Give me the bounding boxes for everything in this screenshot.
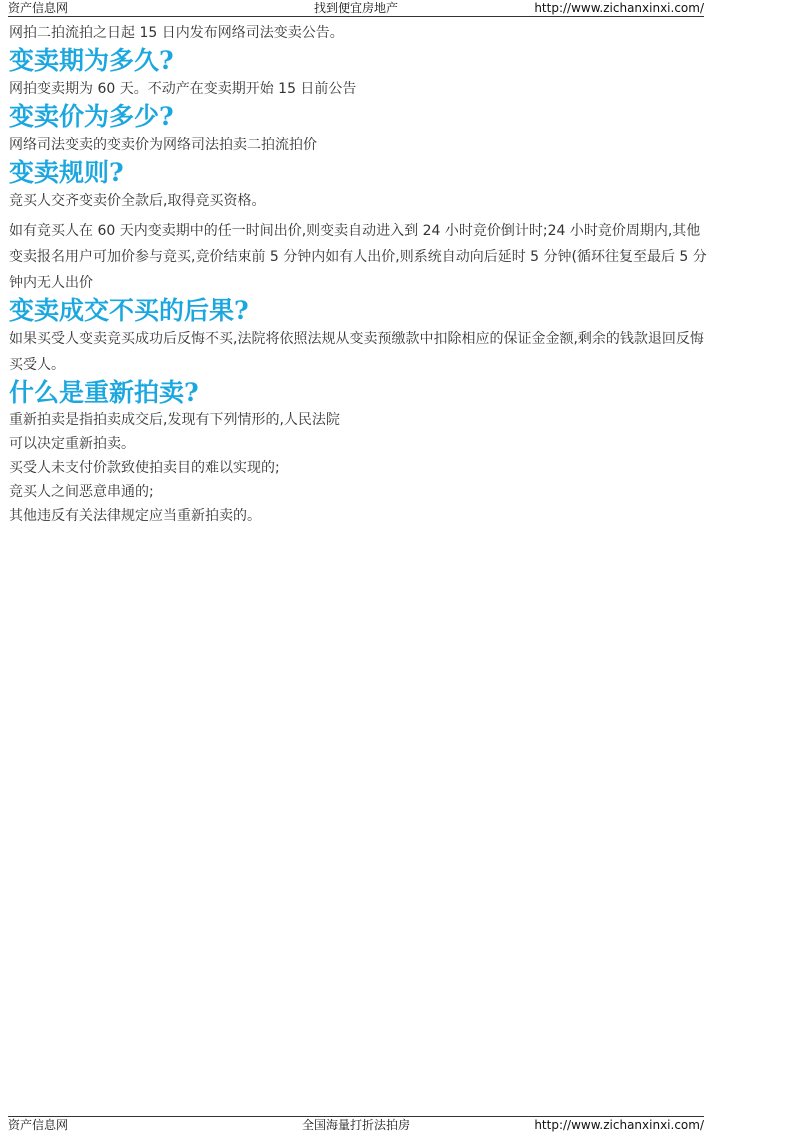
footer-url[interactable]: http://www.zichanxinxi.com/ [534,1118,704,1132]
heading-sale-period: 变卖期为多久? [9,46,174,75]
page-header [8,0,704,17]
heading-sale-price: 变卖价为多少? [9,102,174,131]
heading-reauction: 什么是重新拍卖? [9,378,199,407]
footer-site-name: 资产信息网 [8,1118,69,1132]
intro-paragraph: 网拍二拍流拍之日起 15 日内发布网络司法变卖公告。 [9,25,344,41]
answer-reauction-5: 其他违反有关法律规定应当重新拍卖的。 [9,508,261,524]
header-site-name: 资产信息网 [8,1,69,15]
answer-rules-1: 竞买人交齐变卖价全款后,取得竞买资格。 [9,193,266,209]
answer-rules-2: 如有竞买人在 60 天内变卖期中的任一时间出价,则变卖自动进入到 24 小时竞价倒计时;24 小时竞价周期内,其他变卖报名用户可加价参与竞买,竞价结束前 5 分钟内如有人出价,则系统自动向后延时 5 分钟(循环往复至最后 5 分钟内无人出价 [9,223,707,291]
header-url[interactable]: http://www.zichanxinxi.com/ [534,1,704,15]
answer-reauction-2: 可以决定重新拍卖。 [9,436,135,452]
answer-default-consequence: 如果买受人变卖竞买成功后反悔不买,法院将依照法规从变卖预缴款中扣除相应的保证金金额,剩余的钱款退回反悔买受人。 [9,331,704,373]
answer-reauction-1: 重新拍卖是指拍卖成交后,发现有下列情形的,人民法院 [9,412,340,428]
page-footer [8,1116,704,1133]
answer-reauction-4: 竞买人之间恶意串通的; [9,484,154,500]
article-body [9,20,707,528]
heading-sale-rules: 变卖规则? [9,158,124,187]
answer-sale-period: 网拍变卖期为 60 天。不动产在变卖期开始 15 日前公告 [9,81,357,97]
footer-slogan: 全国海量打折法拍房 [301,1118,410,1132]
header-slogan: 找到便宜房地产 [313,1,398,15]
heading-default-consequence: 变卖成交不买的后果? [9,296,249,325]
answer-reauction-3: 买受人未支付价款致使拍卖目的难以实现的; [9,460,280,476]
answer-sale-price: 网络司法变卖的变卖价为网络司法拍卖二拍流拍价 [9,137,317,153]
